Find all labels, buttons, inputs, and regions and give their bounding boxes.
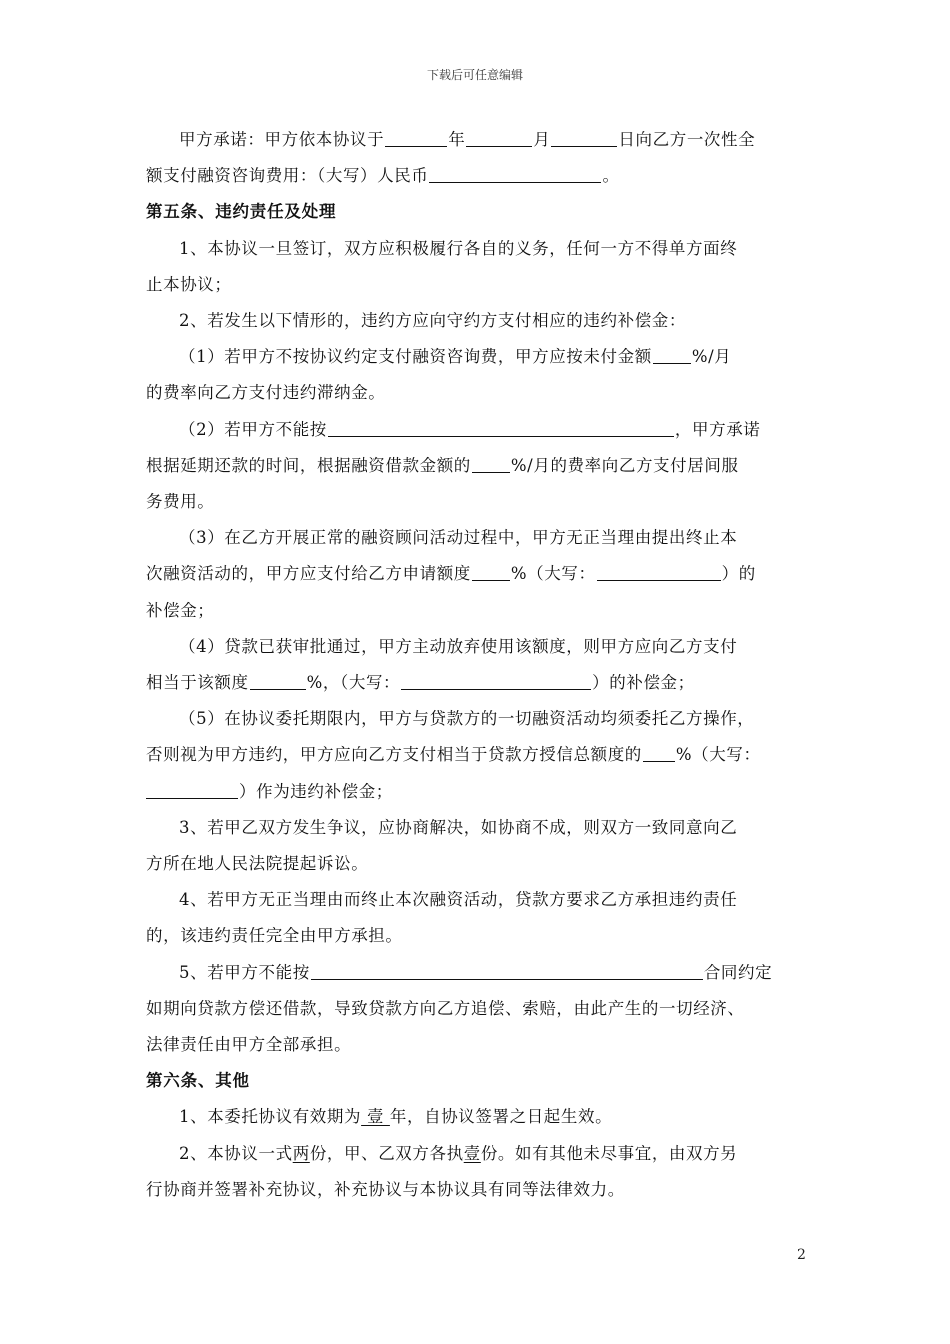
item-1-line1: （1）若甲方不按协议约定支付融资咨询费，甲方应按未付金额 %/月 [179,347,732,367]
month-blank [466,128,532,147]
clause-5-4-line2: 的，该违约责任完全由甲方承担。 [146,926,403,946]
copies-count: 两 [292,1143,310,1163]
clause-6-1: 1、本委托协议有效期为 壹 年，自协议签署之日起生效。 [179,1107,613,1127]
capital-blank-5 [146,780,238,799]
year-blank [385,128,447,147]
clause-5-1-line1: 1、本协议一旦签订，双方应积极履行各自的义务，任何一方不得单方面终 [179,238,738,258]
paragraph-commitment-line2: 额支付融资咨询费用：（大写）人民币 。 [146,166,620,186]
clause-5-4-line1: 4、若甲方无正当理由而终止本次融资活动，贷款方要求乙方承担违约责任 [179,890,738,910]
day-blank [551,128,617,147]
clause-6-2-line2: 行协商并签署补充协议，补充协议与本协议具有同等法律效力。 [146,1179,625,1199]
rate-blank-2 [472,454,510,473]
item-5-line1: （5）在协议委托期限内，甲方与贷款方的一切融资活动均须委托乙方操作， [179,709,755,729]
paragraph-commitment-line1: 甲方承诺：甲方依本协议于 年 月 日向乙方一次性全 [179,130,756,149]
rate-blank-1 [653,345,691,364]
contract-blank [311,961,703,980]
clause-5-5-line1: 5、若甲方不能按 合同约定 [179,962,773,982]
amount-blank [429,164,601,183]
clause-5-5-line3: 法律责任由甲方全部承担。 [146,1035,352,1055]
capital-blank-3 [597,562,721,581]
item-3-line1: （3）在乙方开展正常的融资顾问活动过程中，甲方无正当理由提出终止本 [179,528,738,548]
item-5-line3: ）作为违约补偿金； [146,774,806,810]
page-header: 下载后可任意编辑 [426,68,523,82]
item-4-line1: （4）贷款已获审批通过，甲方主动放弃使用该额度，则甲方应向乙方支付 [179,636,738,656]
capital-blank-4 [401,671,591,690]
item-2-line1: （2）若甲方不能按 ，甲方承诺 [179,419,761,439]
percent-blank-5 [643,743,675,762]
section-heading-6: 第六条、其他 [146,1071,250,1091]
clause-5-2: 2、若发生以下情形的，违约方应向守约方支付相应的违约补偿金： [179,311,686,331]
copies-each: 壹 [463,1143,481,1163]
validity-years: 壹 [361,1107,390,1127]
clause-5-5-line2: 如期向贷款方偿还借款，导致贷款方向乙方追偿、索赔，由此产生的一切经济、 [146,998,745,1018]
clause-5-3-line2: 方所在地人民法院提起诉讼。 [146,854,369,874]
percent-blank-3 [472,562,510,581]
item-1-line2: 的费率向乙方支付违约滞纳金。 [146,383,386,403]
page-number: 2 [797,1247,806,1263]
item-2-line2: 根据延期还款的时间，根据融资借款金额的 %/月的费率向乙方支付居间服 [146,455,739,475]
item-3-line2: 次融资活动的，甲方应支付给乙方申请额度 %（大写： ）的 [146,564,756,584]
item-3-line3: 补偿金； [146,600,215,620]
item-2-line3: 务费用。 [146,492,215,512]
document-body [146,122,806,1208]
item-5-line2: 否则视为甲方违约，甲方应向乙方支付相当于贷款方授信总额度的 %（大写： [146,745,761,765]
item-4-line2: 相当于该额度 %，（大写： ）的补偿金； [146,673,695,693]
clause-6-2-line1: 2、本协议一式两份，甲、乙双方各执壹份。如有其他未尽事宜，由双方另 [179,1143,738,1163]
clause-5-3-line1: 3、若甲乙双方发生争议，应协商解决，如协商不成，则双方一致同意向乙 [179,817,738,837]
percent-blank-4 [250,671,306,690]
term-blank [328,418,674,437]
clause-5-1-line2: 止本协议； [146,274,232,294]
section-heading-5: 第五条、违约责任及处理 [146,202,337,222]
